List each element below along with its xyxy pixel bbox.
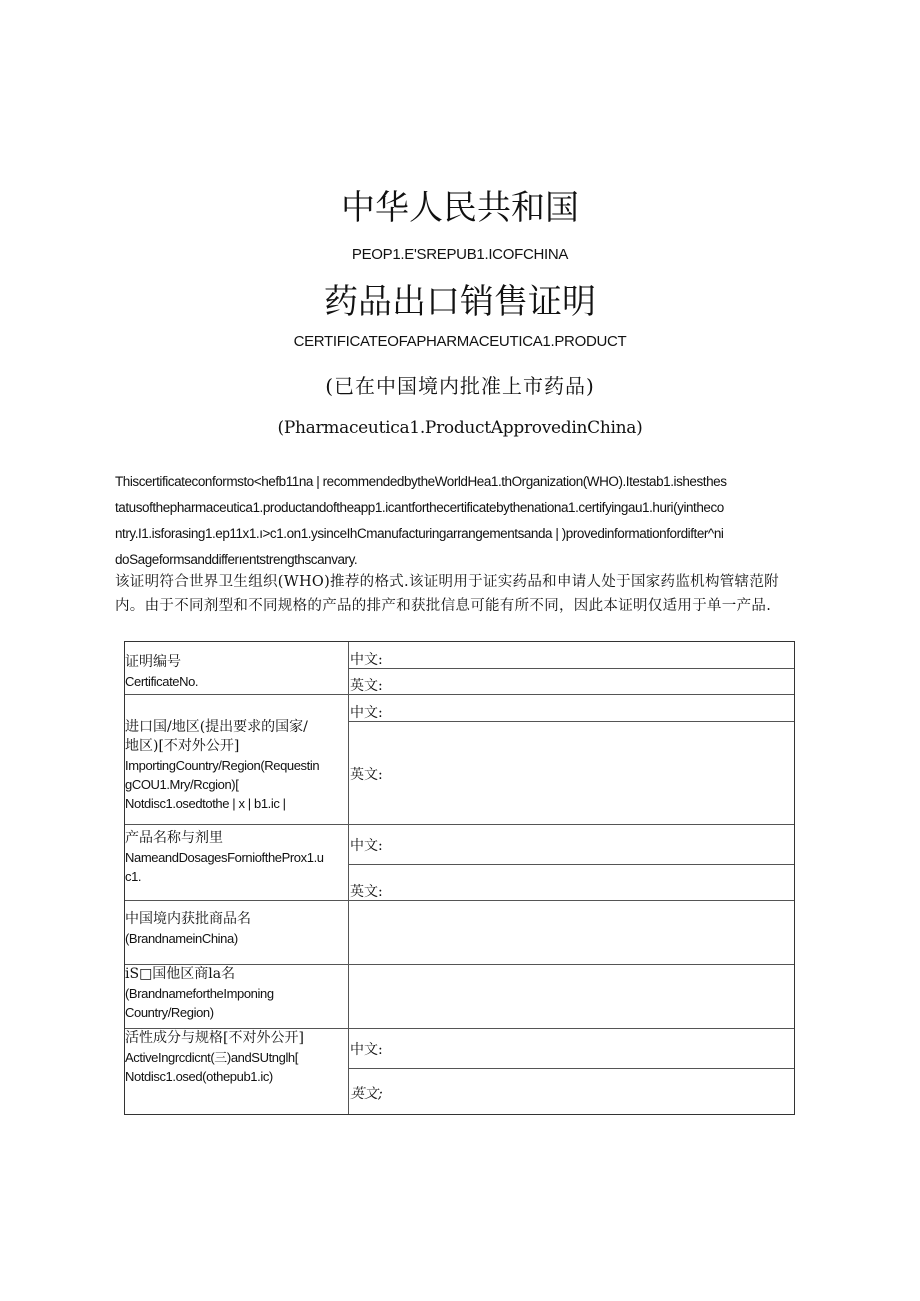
certificate-title-cn: 药品出口销售证明 bbox=[324, 282, 596, 322]
row-divider bbox=[125, 694, 794, 695]
product-name-label: 产品名称与剂里 NameandDosagesFornioftheProx1.u c1. bbox=[125, 830, 324, 884]
column-divider bbox=[348, 642, 349, 1114]
intro-en-line: Thiscertificateconformsto<hefb11na | recommendedbytheWorldHea1.thOrganization(WHO).Itestab1.ishesthes bbox=[115, 474, 727, 489]
subrow-divider bbox=[348, 864, 794, 865]
document-title-cn: 中华人民共和国 bbox=[341, 188, 579, 228]
product-name-en-field[interactable]: 英文: bbox=[350, 884, 383, 900]
certificate-no-cn-field[interactable]: 中文: bbox=[350, 652, 383, 668]
approved-subtitle-cn: (已在中国境内批准上市药品) bbox=[325, 374, 595, 398]
subrow-divider bbox=[348, 668, 794, 669]
brand-name-china-field[interactable] bbox=[351, 904, 791, 960]
subrow-divider bbox=[348, 721, 794, 722]
document-title-en: PEOP1.E'SREPUB1.ICOFCHINA bbox=[351, 246, 569, 263]
certificate-no-label: 证明编号 CertificateNo. bbox=[125, 654, 199, 689]
certificate-form-table bbox=[124, 641, 795, 1115]
subrow-divider bbox=[348, 1068, 794, 1069]
intro-en-line: doSageformsanddifferıentstrengthscanvary. bbox=[115, 552, 358, 567]
row-divider bbox=[125, 824, 794, 825]
certificate-title-en: CERTIFICATEOFAPHARMACEUTICA1.PRODUCT bbox=[293, 333, 627, 350]
intro-cn-line: 内。由于不同剂型和不同规格的产品的排产和获批信息可能有所不同，因此本证明仅适用于单一产品. bbox=[115, 598, 772, 614]
active-ingredient-cn-field[interactable]: 中文: bbox=[350, 1042, 383, 1058]
intro-en-line: ntry.I1.isforasing1.ep11x1.ı>c1.on1.ysinceIhCmanufacturingarrangementsanda | )provedinformationfordifter^ni bbox=[115, 526, 724, 541]
brand-name-china-label: 中国境内获批商品名 (BrandnameinChina) bbox=[125, 911, 251, 946]
brand-name-importing-label: iS□国他区商la名 (BrandnamefortheImponing Country/Region) bbox=[125, 966, 274, 1020]
active-ingredient-en-field[interactable]: 英文; bbox=[350, 1086, 383, 1102]
certificate-no-en-field[interactable]: 英文: bbox=[350, 678, 383, 694]
importing-country-en-field[interactable]: 英文: bbox=[350, 767, 383, 783]
brand-name-importing-field[interactable] bbox=[351, 968, 791, 1024]
importing-country-label: 进口国/地区(提出要求的国家/ 地区)[不对外公开] ImportingCountry/Region(Requestin gCOU1.Mry/Rcgion)[ Notdisc1.osedtothe | x | b1.ic | bbox=[125, 719, 320, 811]
intro-cn-line: 该证明符合世界卫生组织(WHO)推荐的格式.该证明用于证实药品和申请人处于国家药监机构管辖范附 bbox=[115, 574, 779, 590]
intro-en-line: tatusofthepharmaceutica1.productandoftheapp1.icantforthecertificatebythenationa1.certifyingau1.huri(yintheco bbox=[115, 500, 724, 515]
approved-subtitle-en: (Pharmaceutica1.ProductApprovedinChina) bbox=[277, 418, 643, 438]
active-ingredient-label: 活性成分与规格[不对外公开] ActiveIngrcdicnt(三)andSUtnglh[ Notdisc1.osed(othepub1.ic) bbox=[125, 1030, 304, 1084]
row-divider bbox=[125, 900, 794, 901]
product-name-cn-field[interactable]: 中文: bbox=[350, 838, 383, 854]
importing-country-cn-field[interactable]: 中文: bbox=[350, 705, 383, 721]
